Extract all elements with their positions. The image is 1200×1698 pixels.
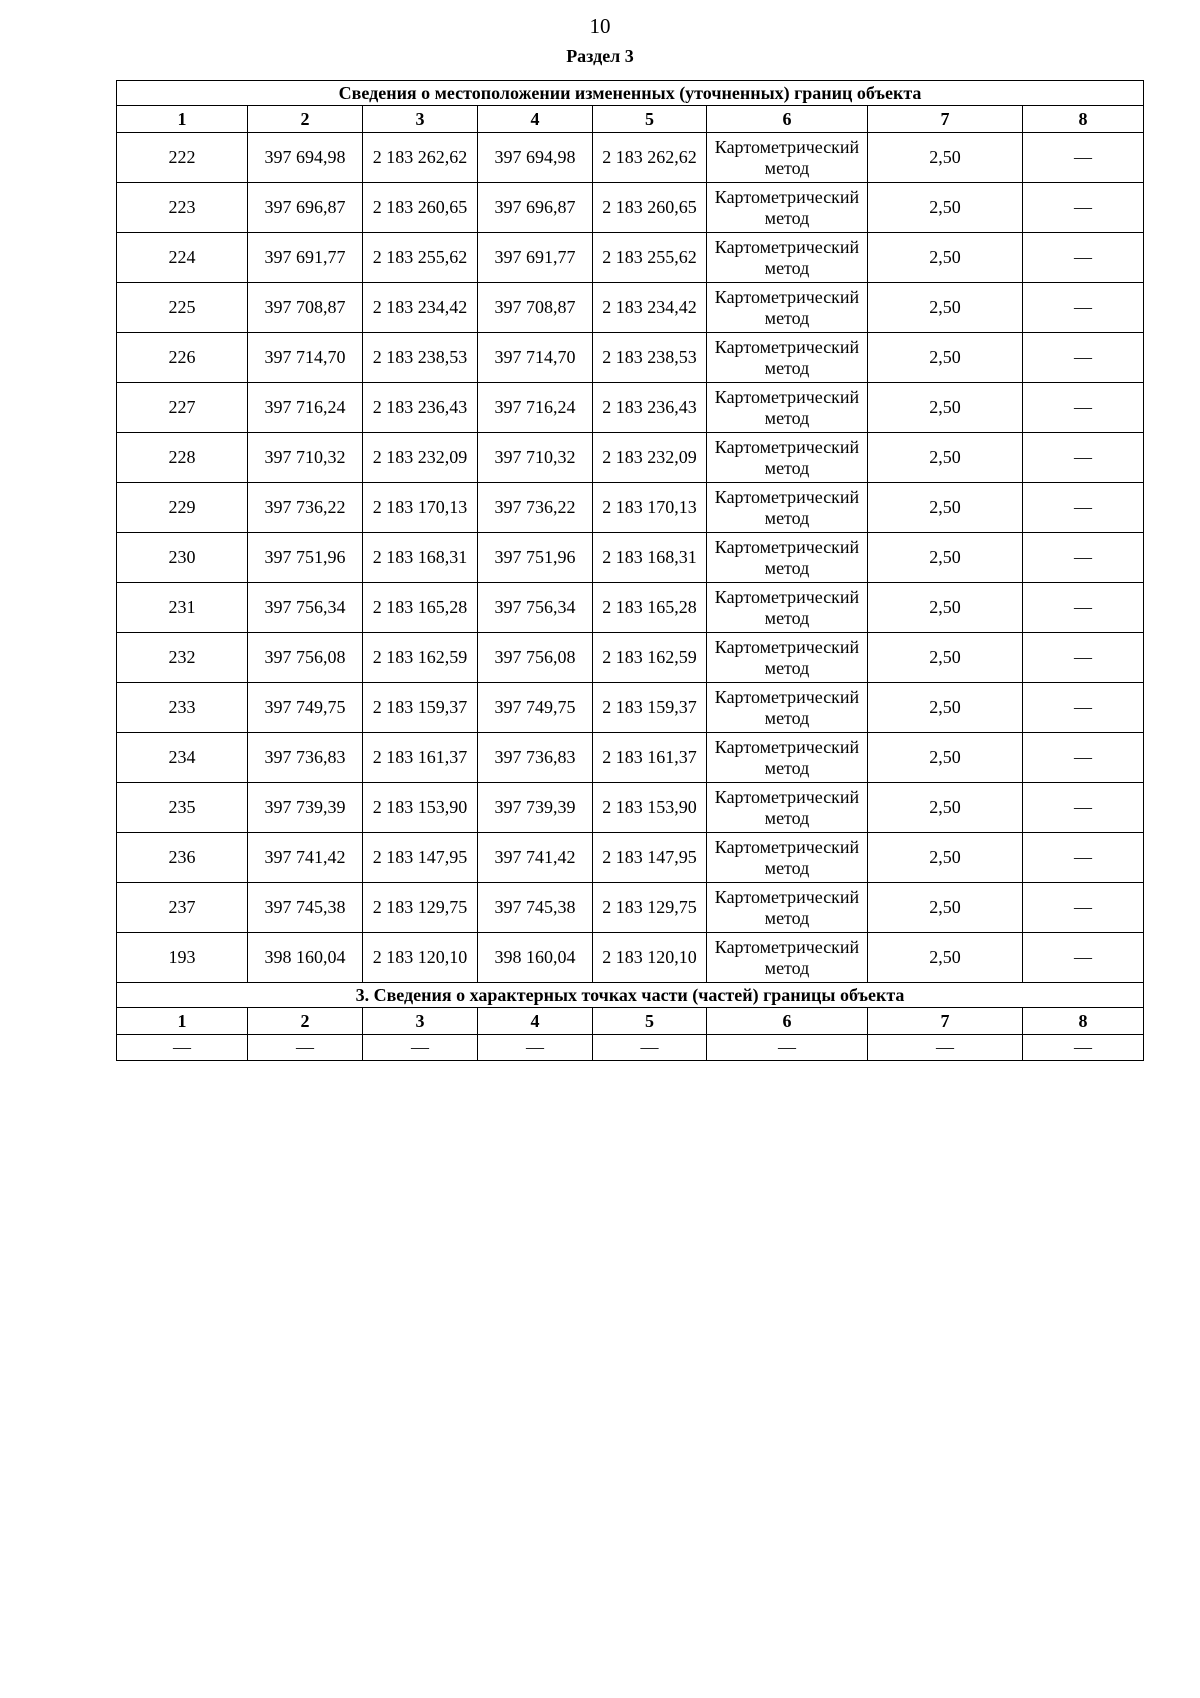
table-cell: 2 183 161,37 (363, 733, 478, 783)
table-cell: 2 183 234,42 (363, 283, 478, 333)
table-cell: — (1023, 733, 1144, 783)
table-cell: Картометрический метод (707, 383, 868, 433)
column-number: 8 (1023, 1008, 1144, 1035)
table-cell: 397 741,42 (478, 833, 593, 883)
table-cell: 2,50 (868, 483, 1023, 533)
table-cell: — (1023, 133, 1144, 183)
table-cell: Картометрический метод (707, 183, 868, 233)
table-cell: 397 756,34 (478, 583, 593, 633)
table-cell: 229 (117, 483, 248, 533)
table-cell: — (1023, 633, 1144, 683)
table-caption-text: Сведения о местоположении измененных (уточненных) границ объекта (117, 81, 1144, 106)
table-cell: 397 751,96 (478, 533, 593, 583)
table-cell: Картометрический метод (707, 583, 868, 633)
table-cell: 193 (117, 933, 248, 983)
table-cell: — (1023, 833, 1144, 883)
table-row (117, 833, 1144, 883)
table-cell: 2 183 255,62 (363, 233, 478, 283)
table-row (117, 533, 1144, 583)
table-caption (117, 81, 1144, 106)
table-cell: 2 183 168,31 (363, 533, 478, 583)
table-row (117, 633, 1144, 683)
table-cell: 2 183 159,37 (363, 683, 478, 733)
table-row (117, 383, 1144, 433)
table-cell: 397 756,08 (478, 633, 593, 683)
table-cell: 2 183 129,75 (593, 883, 707, 933)
table-cell: 2 183 165,28 (593, 583, 707, 633)
table-cell: 2 183 162,59 (593, 633, 707, 683)
table-cell: 2,50 (868, 683, 1023, 733)
table-cell: 2 183 262,62 (363, 133, 478, 183)
table-cell: 2 183 232,09 (593, 433, 707, 483)
table-row (117, 333, 1144, 383)
table-cell: 397 696,87 (478, 183, 593, 233)
table-cell: 2 183 170,13 (593, 483, 707, 533)
table-cell: Картометрический метод (707, 733, 868, 783)
table-row (117, 583, 1144, 633)
table-cell: — (117, 1035, 248, 1061)
table-cell: — (1023, 183, 1144, 233)
table-cell: 2 183 153,90 (363, 783, 478, 833)
column-numbers-row (117, 106, 1144, 133)
table-cell: 2 183 260,65 (593, 183, 707, 233)
table-row (117, 483, 1144, 533)
table-cell: 397 739,39 (478, 783, 593, 833)
table-row (117, 133, 1144, 183)
table-cell: 225 (117, 283, 248, 333)
table-row (117, 283, 1144, 333)
table-cell: 235 (117, 783, 248, 833)
table-cell: Картометрический метод (707, 433, 868, 483)
table-row (117, 933, 1144, 983)
table-cell: 397 751,96 (248, 533, 363, 583)
table-caption-parts (117, 983, 1144, 1008)
table-row (117, 733, 1144, 783)
table-cell: 231 (117, 583, 248, 633)
table-cell: 224 (117, 233, 248, 283)
column-number: 6 (707, 1008, 868, 1035)
boundary-table (116, 80, 1144, 1061)
table-cell: 397 691,77 (248, 233, 363, 283)
table-cell: 397 736,83 (248, 733, 363, 783)
table-cell: 2,50 (868, 183, 1023, 233)
table-cell: 232 (117, 633, 248, 683)
table-cell: 2 183 120,10 (363, 933, 478, 983)
table-cell: Картометрический метод (707, 283, 868, 333)
table-cell: 2 183 238,53 (363, 333, 478, 383)
table-caption-parts-text: 3. Сведения о характерных точках части (частей) границы объекта (117, 983, 1144, 1008)
column-number: 8 (1023, 106, 1144, 133)
table-cell: 2 183 162,59 (363, 633, 478, 683)
table-cell: 397 694,98 (248, 133, 363, 183)
table-cell: 2 183 232,09 (363, 433, 478, 483)
table-cell: Картометрический метод (707, 633, 868, 683)
table-cell: — (1023, 683, 1144, 733)
table-cell: — (1023, 533, 1144, 583)
table-cell: 233 (117, 683, 248, 733)
table-cell: Картометрический метод (707, 533, 868, 583)
table-cell: — (363, 1035, 478, 1061)
table-cell: 2,50 (868, 733, 1023, 783)
table-cell: 2,50 (868, 833, 1023, 883)
table-cell: 2,50 (868, 133, 1023, 183)
table-cell: 2 183 159,37 (593, 683, 707, 733)
column-number: 7 (868, 1008, 1023, 1035)
table-cell: 2 183 153,90 (593, 783, 707, 833)
table-cell: 397 736,22 (478, 483, 593, 533)
table-cell: Картометрический метод (707, 233, 868, 283)
table-cell: 397 710,32 (248, 433, 363, 483)
table-cell: 2,50 (868, 783, 1023, 833)
column-number: 5 (593, 1008, 707, 1035)
table-cell: 397 714,70 (478, 333, 593, 383)
page-number: 10 (589, 14, 611, 38)
table-cell: Картометрический метод (707, 333, 868, 383)
table-cell: 397 739,39 (248, 783, 363, 833)
table-cell: 2 183 161,37 (593, 733, 707, 783)
table-cell: 2 183 236,43 (593, 383, 707, 433)
table-cell: 397 710,32 (478, 433, 593, 483)
table-cell: — (1023, 383, 1144, 433)
table-cell: — (1023, 433, 1144, 483)
table-cell: 2,50 (868, 933, 1023, 983)
column-number: 2 (248, 1008, 363, 1035)
table-cell: 2,50 (868, 433, 1023, 483)
table-cell: 398 160,04 (248, 933, 363, 983)
table-cell: 227 (117, 383, 248, 433)
table-cell: 230 (117, 533, 248, 583)
table-cell: 2 183 170,13 (363, 483, 478, 533)
table-cell: 397 716,24 (478, 383, 593, 433)
table-cell: — (1023, 283, 1144, 333)
table-cell: 397 745,38 (248, 883, 363, 933)
table-row (117, 783, 1144, 833)
table-cell: Картометрический метод (707, 133, 868, 183)
table-cell: 2,50 (868, 233, 1023, 283)
table-cell: 397 708,87 (248, 283, 363, 333)
table-cell: 222 (117, 133, 248, 183)
table-cell: 2 183 262,62 (593, 133, 707, 183)
table-cell: Картометрический метод (707, 483, 868, 533)
table-cell: 397 749,75 (478, 683, 593, 733)
column-number: 3 (363, 106, 478, 133)
table-cell: — (1023, 583, 1144, 633)
table-cell: Картометрический метод (707, 833, 868, 883)
table-cell: 2 183 147,95 (593, 833, 707, 883)
table-cell: — (1023, 783, 1144, 833)
table-row (117, 183, 1144, 233)
table-cell: 397 741,42 (248, 833, 363, 883)
table-row (117, 883, 1144, 933)
table-cell: Картометрический метод (707, 933, 868, 983)
table-cell: 397 736,22 (248, 483, 363, 533)
column-number: 5 (593, 106, 707, 133)
table-cell: — (1023, 933, 1144, 983)
table-cell: 226 (117, 333, 248, 383)
table-cell: 397 691,77 (478, 233, 593, 283)
table-cell: 2 183 238,53 (593, 333, 707, 383)
table-cell: 228 (117, 433, 248, 483)
table-cell: 398 160,04 (478, 933, 593, 983)
table-cell: 2 183 165,28 (363, 583, 478, 633)
table-cell: 234 (117, 733, 248, 783)
table-cell: 397 716,24 (248, 383, 363, 433)
column-number: 4 (478, 1008, 593, 1035)
table-cell: 2,50 (868, 383, 1023, 433)
table-cell: 397 745,38 (478, 883, 593, 933)
column-number: 3 (363, 1008, 478, 1035)
table-cell: 2 183 234,42 (593, 283, 707, 333)
table-cell: Картометрический метод (707, 883, 868, 933)
table-cell: 397 694,98 (478, 133, 593, 183)
table-cell: 236 (117, 833, 248, 883)
table-cell: — (1023, 483, 1144, 533)
table-cell: 397 756,34 (248, 583, 363, 633)
table-cell: 2,50 (868, 533, 1023, 583)
table-cell: 237 (117, 883, 248, 933)
table-cell: 2 183 120,10 (593, 933, 707, 983)
table-cell: — (248, 1035, 363, 1061)
table-cell: 2,50 (868, 583, 1023, 633)
table-cell: 2,50 (868, 333, 1023, 383)
column-number: 1 (117, 1008, 248, 1035)
table-cell: 2 183 147,95 (363, 833, 478, 883)
table-cell: 2 183 168,31 (593, 533, 707, 583)
table-cell: 397 749,75 (248, 683, 363, 733)
table-cell: — (868, 1035, 1023, 1061)
table-cell: — (1023, 333, 1144, 383)
table-cell: 397 714,70 (248, 333, 363, 383)
table-cell: — (707, 1035, 868, 1061)
section-title: Раздел 3 (566, 46, 634, 66)
column-number: 2 (248, 106, 363, 133)
table-row (117, 683, 1144, 733)
table-cell: 397 708,87 (478, 283, 593, 333)
table-cell: Картометрический метод (707, 683, 868, 733)
table-row (117, 1035, 1144, 1061)
table-cell: 2 183 129,75 (363, 883, 478, 933)
table-row (117, 233, 1144, 283)
table-cell: 2,50 (868, 883, 1023, 933)
column-number: 7 (868, 106, 1023, 133)
table-cell: 397 696,87 (248, 183, 363, 233)
table-cell: 2,50 (868, 633, 1023, 683)
table-cell: — (1023, 883, 1144, 933)
column-number: 4 (478, 106, 593, 133)
column-number: 1 (117, 106, 248, 133)
table-cell: — (1023, 233, 1144, 283)
column-number: 6 (707, 106, 868, 133)
table-cell: 2 183 260,65 (363, 183, 478, 233)
table-cell: — (1023, 1035, 1144, 1061)
table-cell: 223 (117, 183, 248, 233)
column-numbers-row-parts (117, 1008, 1144, 1035)
table-cell: 2 183 236,43 (363, 383, 478, 433)
table-cell: — (593, 1035, 707, 1061)
table-cell: 2,50 (868, 283, 1023, 333)
table-cell: 397 756,08 (248, 633, 363, 683)
table-cell: 2 183 255,62 (593, 233, 707, 283)
table-cell: Картометрический метод (707, 783, 868, 833)
table-row (117, 433, 1144, 483)
table-cell: 397 736,83 (478, 733, 593, 783)
table-cell: — (478, 1035, 593, 1061)
